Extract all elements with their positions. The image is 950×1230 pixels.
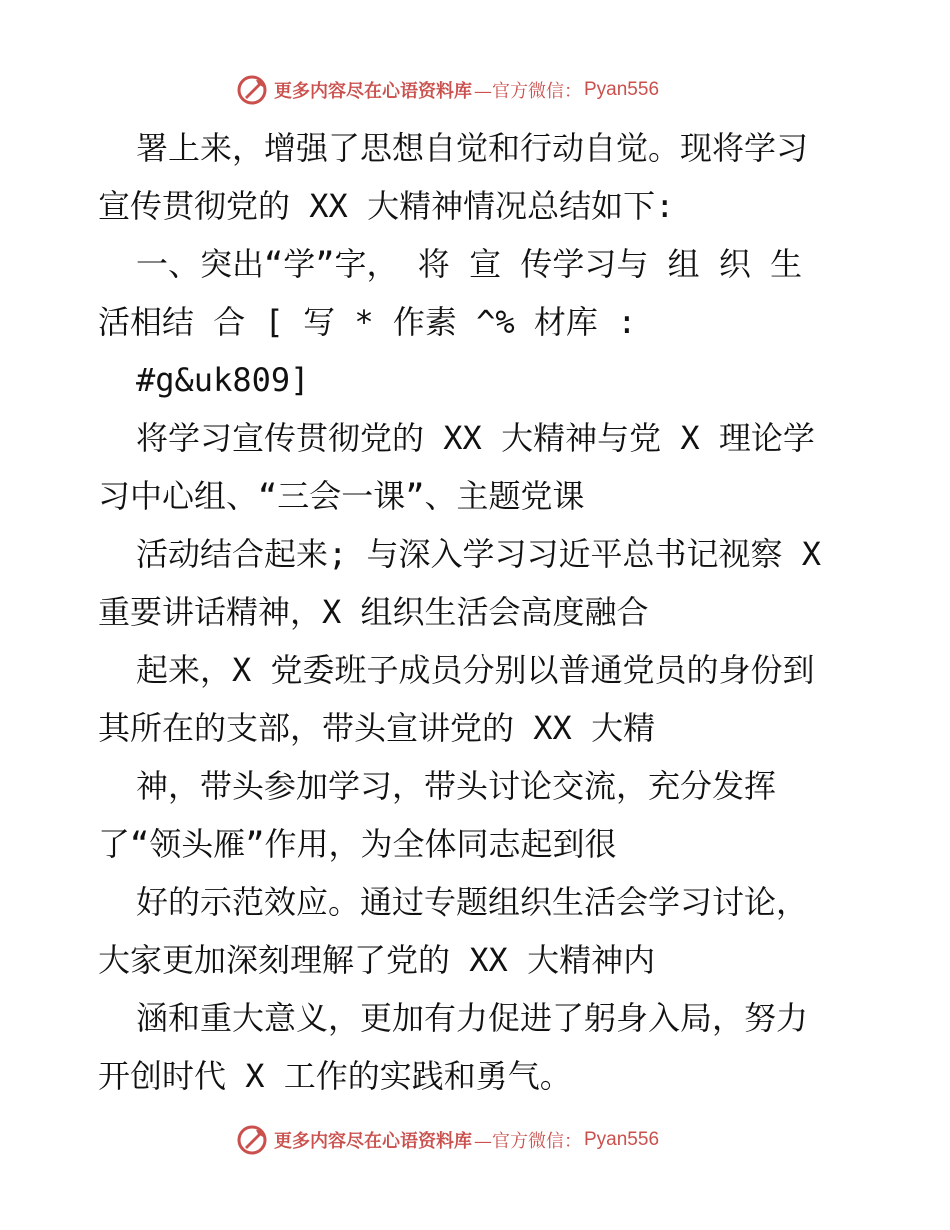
footer-watermark-banner: [236, 1123, 659, 1157]
text-line: 将学习宣传贯彻党的 XX 大精神与党 X 理论学: [136, 419, 815, 457]
text-line: 了“领头雁”作用，为全体同志起到很: [98, 825, 617, 863]
text-line: 其所在的支部，带头宣讲党的 XX 大精: [98, 709, 656, 747]
text-line: 活动结合起来; 与深入学习习近平总书记视察 X: [136, 535, 822, 573]
text-line: 开创时代 X 工作的实践和勇气。: [98, 1057, 572, 1095]
text-line: 大家更加深刻理解了党的 XX 大精神内: [98, 941, 656, 979]
banner-main-text: 更多内容尽在心语资料库: [274, 81, 472, 102]
text-line: 重要讲话精神，X 组织生活会高度融合: [98, 593, 649, 631]
banner-wechat-id: Pyan556: [584, 79, 660, 100]
text-line: #g&uk809]: [136, 361, 310, 399]
text-line: 好的示范效应。通过专题组织生活会学习讨论，: [136, 883, 809, 921]
quill-logo-icon: [236, 74, 268, 106]
text-line: 一、突出“学”字， 将 宣 传学习与 组 织 生: [136, 245, 803, 283]
text-line: 活相结 合 [ 写 * 作素 ^% 材库 :: [98, 303, 637, 341]
header-watermark-banner: [236, 73, 659, 107]
banner-wechat-label: —官方微信：: [474, 81, 582, 102]
text-line: 习中心组、“三会一课”、主题党课: [98, 477, 585, 515]
banner-wechat-label: —官方微信：: [474, 1131, 582, 1152]
banner-main-text: 更多内容尽在心语资料库: [274, 1131, 472, 1152]
text-line: 起来，X 党委班子成员分别以普通党员的身份到: [136, 651, 815, 689]
text-line: 署上来，增强了思想自觉和行动自觉。现将学习: [136, 129, 809, 167]
text-line: 神，带头参加学习，带头讨论交流，充分发挥: [136, 767, 777, 805]
text-line: 宣传贯彻党的 XX 大精神情况总结如下:: [98, 187, 675, 225]
text-line: 涵和重大意义，更加有力促进了躬身入局，努力: [136, 999, 809, 1037]
quill-logo-icon: [236, 1124, 268, 1156]
banner-wechat-id: Pyan556: [584, 1129, 660, 1150]
